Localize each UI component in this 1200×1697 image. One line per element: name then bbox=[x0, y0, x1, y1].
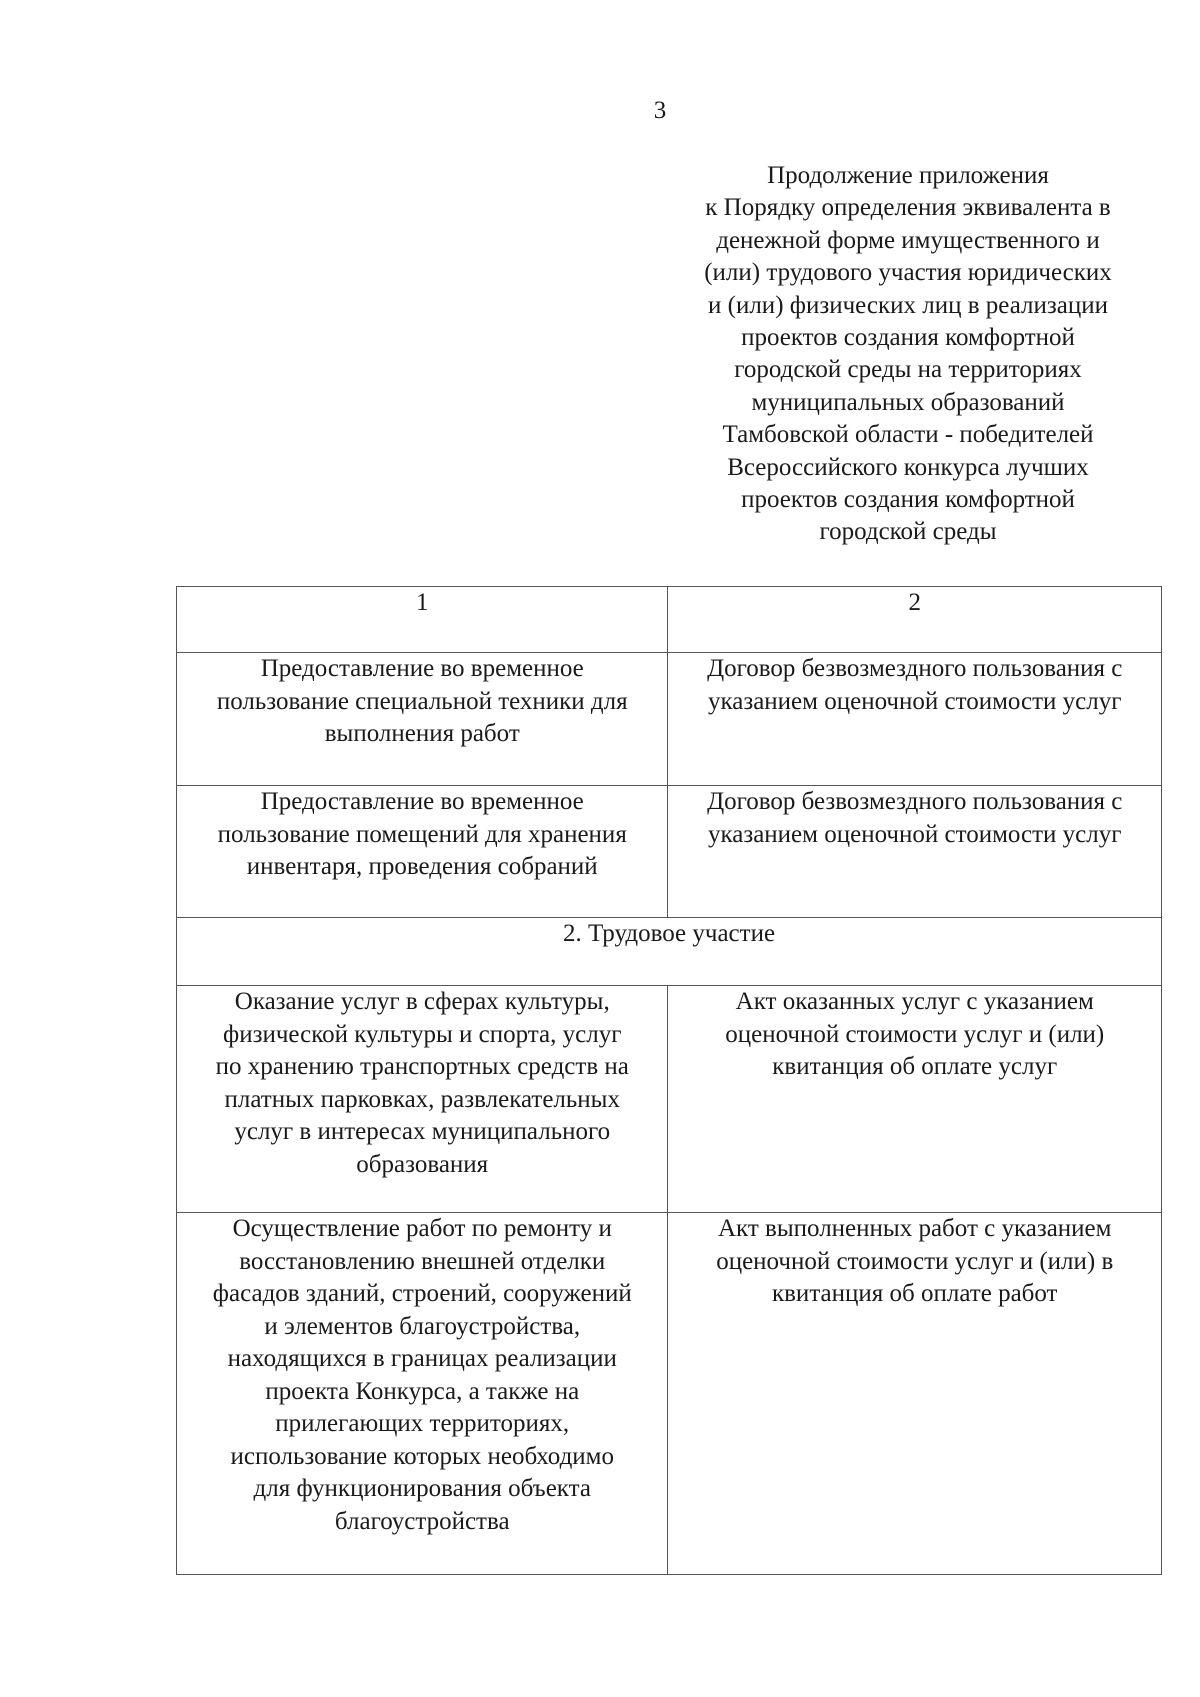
cell-line: указанием оценочной стоимости услуг bbox=[707, 820, 1122, 848]
appendix-header-line: Тамбовской области - победителей bbox=[722, 421, 1094, 449]
cell-line: квитанция об оплате работ bbox=[771, 1280, 1058, 1307]
document-cell bbox=[668, 653, 1162, 786]
appendix-header-line: проектов создания комфортной bbox=[741, 486, 1075, 514]
cell-line: пользование специальной техники для bbox=[216, 687, 628, 715]
cell-line: платных парковках, развлекательных bbox=[224, 1085, 620, 1113]
document-cell bbox=[668, 1213, 1162, 1575]
cell-line: оценочной стоимости услуг и (или) bbox=[725, 1020, 1105, 1048]
cell-line: услуг в интересах муниципального bbox=[234, 1118, 611, 1145]
participation-form-cell bbox=[177, 786, 668, 918]
page-number: 3 bbox=[653, 97, 667, 124]
cell-line: квитанция об оплате услуг bbox=[772, 1053, 1058, 1080]
cell-line: фасадов зданий, строений, сооружений bbox=[212, 1280, 632, 1307]
section-title: 2. Трудовое участие bbox=[177, 918, 1162, 986]
appendix-header-line: денежной форме имущественного и bbox=[716, 226, 1100, 254]
participation-form-cell bbox=[177, 986, 668, 1213]
appendix-header-line: городской среды bbox=[819, 518, 997, 546]
participation-form-cell bbox=[177, 1213, 668, 1575]
cell-line: восстановлению внешней отделки bbox=[239, 1247, 606, 1275]
appendix-header-line: городской среды на территориях bbox=[734, 356, 1082, 384]
cell-line: образования bbox=[356, 1150, 489, 1178]
participation-form-cell bbox=[177, 653, 668, 786]
cell-line: находящихся в границах реализации bbox=[227, 1345, 617, 1372]
cell-line: прилегающих территориях, bbox=[275, 1410, 570, 1437]
cell-line: по хранению транспортных средств на bbox=[215, 1053, 629, 1080]
document-cell bbox=[668, 986, 1162, 1213]
cell-line: проекта Конкурса, а также на bbox=[265, 1377, 580, 1405]
appendix-header-line: и (или) физических лиц в реализации bbox=[708, 291, 1108, 319]
cell-line: Договор безвозмездного пользования с bbox=[707, 788, 1123, 815]
cell-line: благоустройства bbox=[334, 1507, 510, 1535]
cell-line: физической культуры и спорта, услуг bbox=[223, 1020, 622, 1048]
cell-line: оценочной стоимости услуг и (или) в bbox=[716, 1247, 1114, 1275]
appendix-header-line: проектов создания комфортной bbox=[741, 324, 1075, 352]
cell-line: Оказание услуг в сферах культуры, bbox=[234, 988, 610, 1015]
appendix-header-line: Продолжение приложения bbox=[767, 162, 1049, 189]
cell-line: для функционирования объекта bbox=[253, 1475, 591, 1502]
column-header-1: 1 bbox=[177, 587, 668, 653]
document-cell bbox=[668, 786, 1162, 918]
cell-line: Договор безвозмездного пользования с bbox=[707, 655, 1123, 682]
table-header-row bbox=[177, 587, 1162, 653]
cell-line: Предоставление во временное bbox=[260, 655, 584, 682]
cell-line: и элементов благоустройства, bbox=[264, 1312, 581, 1340]
cell-line: Акт выполненных работ с указанием bbox=[718, 1215, 1112, 1242]
table-row bbox=[177, 653, 1162, 786]
appendix-header-line: муниципальных образований bbox=[751, 388, 1065, 416]
table-row bbox=[177, 1213, 1162, 1575]
appendix-header-line: (или) трудового участия юридических bbox=[704, 259, 1112, 287]
cell-line: Предоставление во временное bbox=[260, 788, 584, 815]
appendix-header bbox=[668, 160, 1148, 549]
cell-line: Осуществление работ по ремонту и bbox=[232, 1215, 612, 1242]
section-title-row bbox=[177, 918, 1162, 986]
cell-line: Акт оказанных услуг с указанием bbox=[735, 988, 1094, 1015]
column-header-2: 2 bbox=[668, 587, 1162, 653]
table-row bbox=[177, 786, 1162, 918]
participation-table bbox=[176, 586, 1162, 1575]
table-row bbox=[177, 986, 1162, 1213]
cell-line: использование которых необходимо bbox=[230, 1442, 614, 1470]
cell-line: инвентаря, проведения собраний bbox=[246, 853, 598, 880]
cell-line: указанием оценочной стоимости услуг bbox=[707, 687, 1122, 715]
cell-line: пользование помещений для хранения bbox=[217, 820, 627, 848]
cell-line: выполнения работ bbox=[324, 720, 520, 747]
appendix-header-line: Всероссийского конкурса лучших bbox=[727, 453, 1089, 481]
appendix-header-line: к Порядку определения эквивалента в bbox=[705, 194, 1111, 222]
